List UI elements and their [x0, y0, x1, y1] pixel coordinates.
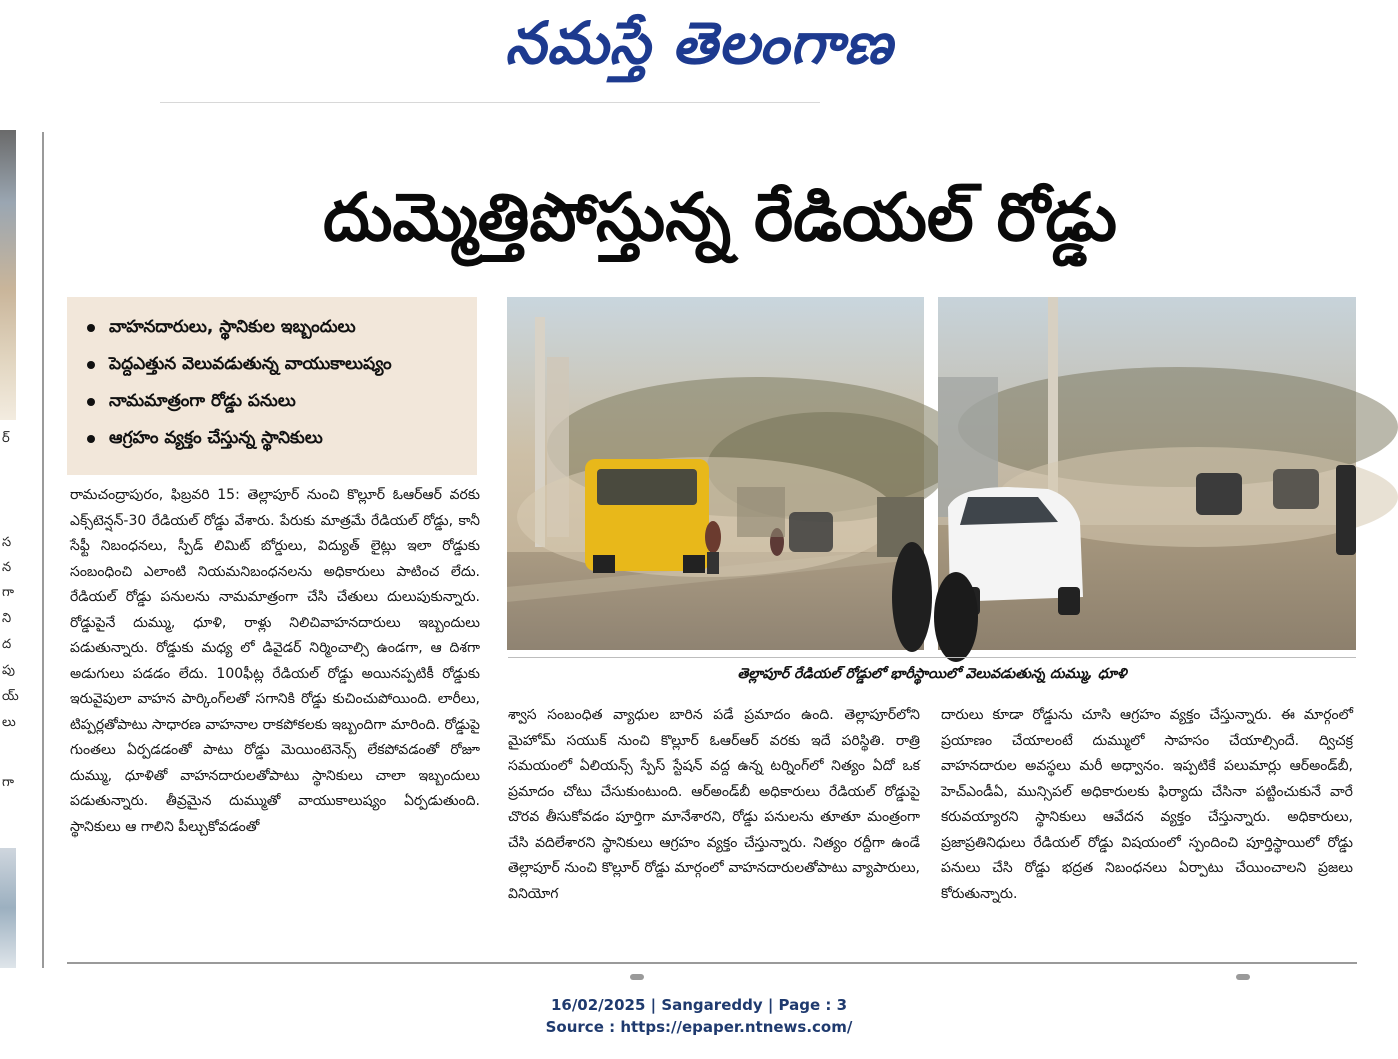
bottom-ornament: [630, 974, 644, 980]
page-footer: [0, 994, 1398, 1038]
highlight-item: పెద్దఎత్తున వెలువడుతున్న వాయుకాలుష్యం: [83, 346, 465, 383]
fragment-text: గా: [2, 775, 14, 790]
bottom-divider: [67, 962, 1357, 964]
highlight-item: ఆగ్రహం వ్యక్తం చేస్తున్న స్థానికులు: [83, 420, 465, 457]
highlight-item: నామమాత్రంగా రోడ్డు పనులు: [83, 383, 465, 420]
fragment-text: య్: [2, 689, 19, 704]
article-body-column-1: [70, 483, 480, 945]
road-dust-photo-bus: [507, 297, 924, 650]
highlights-box: [67, 297, 477, 475]
highlight-item: వాహనదారులు, స్థానికుల ఇబ్బందులు: [83, 309, 465, 346]
highlights-list: [83, 309, 465, 457]
caption-divider: [508, 657, 1356, 658]
newspaper-logo: నమస్తే తెలంగాణ: [505, 8, 893, 77]
road-dust-photo-car: [938, 297, 1356, 650]
edition-info: 16/02/2025 | Sangareddy | Page : 3: [550, 996, 848, 1014]
fragment-text: పు: [2, 663, 15, 678]
fragment-text: ద: [2, 637, 12, 652]
fragment-text: న: [2, 560, 12, 575]
fragment-text: గా: [2, 585, 14, 600]
fragment-text: ని: [2, 611, 12, 626]
adjacent-photo-bottom: [0, 848, 16, 968]
masthead-divider: [160, 102, 820, 103]
article-paragraph: రామచంద్రాపురం, ఫిబ్రవరి 15: తెల్లాపూర్ నుంచి కొల్లూర్ ఓఆర్ఆర్ వరకు ఎక్స్‌టెన్షన్-30 రేడియల్ రోడ్డు వేశారు. పేరుకు మాత్రమే రేడియల్ రోడ్డు, కానీ సేఫ్టీ నిబంధనలు, స్పీడ్ లిమిట్ బోర్డులు, విద్యుత్ లైట్లు ఇలా రోడ్డుకు సంబంధించి ఎలాంటి నియమనిబంధనలను అధికారులు పాటించ లేదు. రేడియల్ రోడ్డు పనులను నామమాత్రంగా చేసి చేతులు దులుపుకున్నారు. రోడ్డుపైనే దుమ్ము, ధూళి, రాళ్లు నిలిచివాహనదారులు ఇబ్బందులు పడుతున్నారు. రోడ్డుకు మధ్య లో డివైడర్ నిర్మించాల్సి ఉండగా, ఆ దిశగా అడుగులు పడడం లేదు. 100ఫీట్ల రేడియల్ రోడ్డు అయినప్పటికీ రోడ్డుకు ఇరువైపులా వాహన పార్కింగ్‌లతో సగానికి రోడ్డు కుచించుపోయింది. లారీలు, టిప్పర్లతోపాటు సాధారణ వాహనాల రాకపోకలకు ఇబ్బందిగా మారింది. రోడ్డుపై గుంతలు ఏర్పడడంతో పాటు రోడ్డు మెయింటెనెన్స్ లేకపోవడంతో రోజూ దుమ్ము, ధూళితో వాహనదారులతోపాటు స్థానికులు చాలా ఇబ్బందులు పడుతున్నారు. తీవ్రమైన దుమ్ముతో వాయుకాలుష్యం ఏర్పడుతుంది. స్థానికులు ఆ గాలిని పీల్చుకోవడంతో: [70, 487, 480, 835]
source-link[interactable]: Source : https://epaper.ntnews.com/: [545, 1018, 853, 1036]
fragment-text: లు: [2, 715, 16, 730]
column-divider: [42, 132, 44, 968]
adjacent-article-fragment: [0, 130, 19, 978]
article-body-column-2: [508, 703, 920, 945]
photo-caption: తెల్లాపూర్ రేడియల్ రోడ్డులో భారీస్థాయిలో వెలువడుతున్న దుమ్ము, ధూళి: [737, 666, 1127, 682]
article-paragraph: శ్వాస సంబంధిత వ్యాధుల బారిన పడే ప్రమాదం ఉంది. తెల్లాపూర్‌లోని మైహోమ్ సయుక్ నుంచి కొల్లూర్ ఓఆర్ఆర్ వరకు ఇదే పరిస్థితి. రాత్రి సమయంలో ఏలియన్స్ స్పేస్ స్టేషన్ వద్ద ఉన్న టర్నింగ్‌లో నిత్యం ఏదో ఒక ప్రమాదం చోటు చేసుకుంటుంది. ఆర్అండ్‌బీ అధికారులు రేడియల్ రోడ్డుపై చొరవ తీసుకోవడం పూర్తిగా మానేశారని, రోడ్డు పనులను తూతూ మంత్రంగా చేసి వదిలేశారని స్థానికులు ఆగ్రహం వ్యక్తం చేస్తున్నారు. నిత్యం రద్దీగా ఉండే తెల్లాపూర్ నుంచి కొల్లూర్ రోడ్డు మార్గంలో వాహనదారులతోపాటు వ్యాపారులు, వినియోగ: [508, 707, 920, 902]
article-body-column-3: [941, 703, 1353, 945]
adjacent-photo-top: [0, 130, 16, 420]
article-headline: దుమ్మెత్తిపోస్తున్న రేడియల్ రోడ్డు: [323, 179, 1117, 256]
fragment-text: ర్: [2, 431, 10, 446]
masthead: [0, 0, 1398, 100]
fragment-text: స: [2, 535, 12, 550]
bottom-ornament: [1236, 974, 1250, 980]
article-paragraph: దారులు కూడా రోడ్డును చూసి ఆగ్రహం వ్యక్తం చేస్తున్నారు. ఈ మార్గంలో ప్రయాణం చేయాలంటే దుమ్ములో సాహసం చేయాల్సిందే. ద్విచక్ర వాహనదారుల అవస్థలు మరీ అధ్వానం. ఇప్పటికే పలుమార్లు ఆర్అండ్‌బీ, హెచ్ఎండీఏ, మున్సిపల్ అధికారులకు ఫిర్యాదు చేసినా పట్టించుకునే వారే కరువయ్యారని స్థానికులు ఆవేదన వ్యక్తం చేస్తున్నారు. అధికారులు, ప్రజాప్రతినిధులు రేడియల్ రోడ్డు విషయంలో స్పందించి పూర్తిస్థాయిలో రోడ్డు పనులు చేసి రోడ్డు భద్రత నిబంధనలు ఏర్పాటు చేయించాలని ప్రజలు కోరుతున్నారు.: [941, 707, 1353, 902]
